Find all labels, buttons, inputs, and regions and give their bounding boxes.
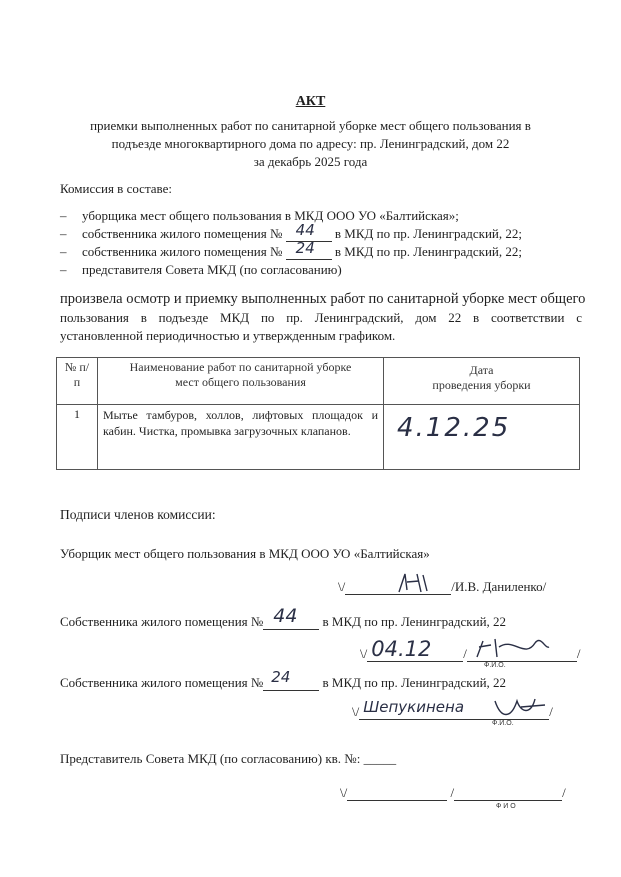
inspection-line-3: установленной периодичностью и утвержденным графиком. bbox=[60, 328, 396, 343]
owner-1-fio-label: Ф.И.О. bbox=[484, 662, 506, 669]
list-bullet: – bbox=[60, 208, 67, 223]
member-owner-1-label: собственника жилого помещения № bbox=[82, 226, 283, 241]
owner-2-apt-blank bbox=[263, 668, 319, 691]
subtitle-line-1: приемки выполненных работ по санитарной уборке мест общего пользования в bbox=[90, 118, 531, 133]
owner-2-suffix: в МКД по пр. Ленинградский, 22 bbox=[322, 675, 507, 690]
owner-1-line bbox=[60, 605, 507, 630]
owner-2-signature-blank bbox=[489, 705, 549, 720]
owner-1-date-blank bbox=[367, 637, 463, 662]
signatures-heading: Подписи членов комиссии: bbox=[60, 507, 216, 522]
member-cleaner: уборщика мест общего пользования в МКД ООО УО «Балтийская»; bbox=[82, 208, 459, 223]
cleaner-name: /И.В. Даниленко/ bbox=[451, 579, 547, 594]
owner-2-signature-icon bbox=[491, 695, 549, 721]
member-owner-2 bbox=[82, 239, 523, 260]
inspection-line-1: произвела осмотр и приемку выполненных работ по санитарной уборке мест общего bbox=[60, 291, 586, 307]
header-date-line-2: проведения уборки bbox=[432, 378, 531, 392]
header-num: № п/п bbox=[57, 358, 98, 405]
sign-mark: \/ bbox=[360, 646, 368, 661]
member-owner-1-suffix: в МКД по пр. Ленинградский, 22; bbox=[334, 226, 523, 241]
member-owner-2-suffix: в МКД по пр. Ленинградский, 22; bbox=[334, 244, 523, 259]
council-rep-signature-line bbox=[340, 785, 566, 810]
date-handwritten: 4.12.25 bbox=[397, 413, 511, 443]
cleaner-signature-icon bbox=[395, 572, 435, 596]
header-work-name bbox=[98, 358, 384, 405]
council-rep-label: Представитель Совета МКД (по согласованию) кв. №: _____ bbox=[60, 751, 397, 766]
row-num: 1 bbox=[57, 405, 98, 470]
table-row bbox=[57, 405, 580, 470]
member-owner-2-label: собственника жилого помещения № bbox=[82, 244, 283, 259]
owner-1-date-handwritten: 04.12 bbox=[371, 637, 432, 661]
owner-2-name-handwritten: Шепукинена bbox=[363, 698, 465, 716]
commission-heading: Комиссия в составе: bbox=[60, 181, 172, 196]
owner-1-apt-handwritten: 44 bbox=[273, 605, 298, 627]
sign-mark: \/ bbox=[338, 579, 346, 594]
owner-2-fio-label: Ф.И.О. bbox=[492, 720, 514, 727]
subtitle-line-2: подъезде многоквартирного дома по адресу: пр. Ленинградский, дом 22 bbox=[111, 136, 510, 151]
cleaner-signature-blank bbox=[345, 580, 451, 595]
header-work-name-line-1: Наименование работ по санитарной уборке bbox=[129, 360, 352, 374]
sign-mark: \/ bbox=[340, 785, 348, 800]
cleaner-label: Уборщик мест общего пользования в МКД ООО УО «Балтийская» bbox=[60, 546, 430, 561]
owner-1-signature-line bbox=[360, 637, 581, 669]
member-council: представителя Совета МКД (по согласованию) bbox=[82, 262, 342, 277]
list-bullet: – bbox=[60, 262, 67, 277]
list-bullet: – bbox=[60, 226, 67, 241]
document-title: АКТ bbox=[295, 94, 326, 109]
header-work-name-line-2: мест общего пользования bbox=[175, 375, 306, 389]
owner-2-signature-line bbox=[352, 698, 553, 727]
owner-2-name-blank bbox=[359, 698, 489, 720]
list-bullet: – bbox=[60, 244, 67, 259]
apt-blank-2 bbox=[286, 239, 332, 260]
owner-1-suffix: в МКД по пр. Ленинградский, 22 bbox=[322, 614, 507, 629]
inspection-line-2: пользования в подъезде МКД по пр. Ленинградский, дом 22 в соответствии с bbox=[60, 310, 582, 325]
owner-2-prefix: Собственника жилого помещения № bbox=[60, 675, 264, 690]
owner-2-line bbox=[60, 668, 507, 691]
council-rep-slash-end: / bbox=[562, 785, 566, 800]
row-date bbox=[384, 405, 580, 470]
council-rep-name-blank bbox=[454, 786, 562, 801]
header-date-line-1: Дата bbox=[469, 363, 494, 377]
council-rep-fio-label: Ф И О bbox=[496, 803, 516, 810]
owner-1-slash-end: / bbox=[576, 646, 581, 661]
owner-1-apt-blank bbox=[263, 605, 319, 630]
owner-1-signature-icon bbox=[473, 635, 553, 663]
owner-1-signature-blank bbox=[467, 647, 577, 662]
cleaner-signature-line bbox=[338, 579, 546, 595]
header-date bbox=[384, 358, 580, 405]
period: за декабрь 2025 года bbox=[253, 154, 368, 169]
council-rep-sign-blank bbox=[347, 786, 447, 801]
table-header-row bbox=[57, 358, 580, 405]
works-table bbox=[56, 357, 580, 470]
row-work-name: Мытье тамбуров, холлов, лифтовых площадок и кабин. Чистка, промывка загрузочных клапанов. bbox=[98, 405, 384, 470]
apt-handwritten-2: 24 bbox=[295, 239, 315, 257]
council-rep-slash: / bbox=[450, 785, 455, 800]
owner-2-apt-handwritten: 24 bbox=[271, 668, 291, 686]
owner-1-prefix: Собственника жилого помещения № bbox=[60, 614, 264, 629]
apt-handwritten-1: 44 bbox=[295, 221, 315, 239]
owner-2-slash-end: / bbox=[549, 704, 553, 719]
sign-mark: \/ bbox=[352, 704, 360, 719]
owner-1-slash: / bbox=[463, 646, 467, 661]
